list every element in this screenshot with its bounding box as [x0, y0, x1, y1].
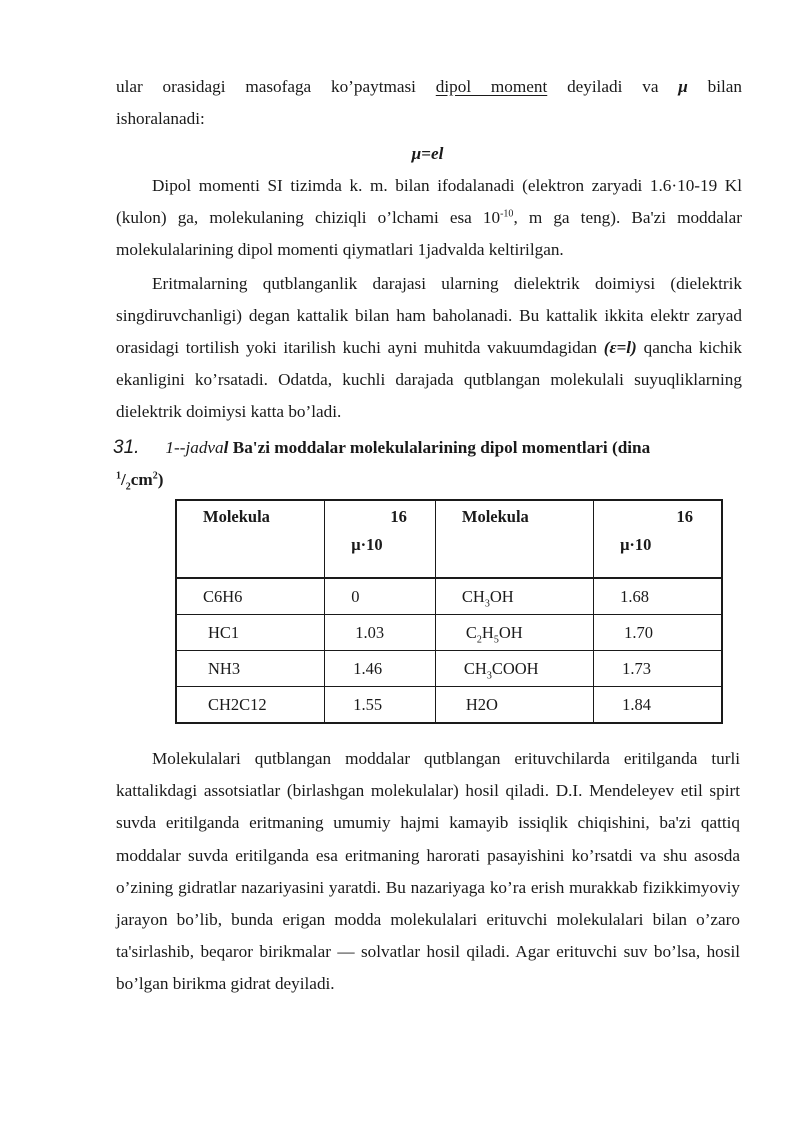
caption-number: 31.	[113, 437, 140, 458]
cell-molecule: CH2C12	[176, 687, 325, 724]
intro-text: ular orasidagi masofaga ko’paytmasi	[116, 77, 416, 96]
intro-line-2: ishoralanadi:	[116, 109, 205, 128]
cell-molecule: H2O	[435, 687, 593, 724]
cell-value: 1.68	[594, 578, 722, 615]
cell-value: 0	[325, 578, 436, 615]
unit-cm: cm	[130, 470, 153, 489]
header-molekula-2: Molekula	[435, 500, 593, 578]
cell-value: 1.73	[594, 651, 722, 687]
exponent: -10	[500, 208, 514, 220]
formula-sub: 2	[476, 633, 482, 645]
formula-sub: 3	[486, 669, 492, 681]
cell-value: 1.55	[325, 687, 436, 724]
caption-unit	[116, 466, 163, 494]
mu-symbol: μ	[678, 77, 688, 96]
formula-sub: 5	[493, 633, 499, 645]
unit-sub: 2	[125, 481, 131, 493]
para2-text-2: qancha kichik ekanligini ko’rsatadi. Odatda, kuchli darajada qutblangan molekulali suyuqliklarning dielektrik doimiysi katta bo’ladi.	[116, 338, 743, 421]
unit-sup-2: 2	[152, 470, 158, 482]
formula-part: H	[481, 622, 494, 642]
table-label-end: l	[223, 438, 229, 457]
header-mu-text-1: μ·10	[351, 535, 383, 554]
cell-molecule	[435, 651, 593, 687]
caption-title: Ba'zi moddalar molekulalarining dipol momentlari (dina	[232, 438, 651, 457]
table-row	[176, 687, 722, 724]
dipole-moment-table	[175, 499, 723, 724]
dipol-moment-term: dipol moment	[435, 77, 548, 96]
cell-molecule: C6H6	[176, 578, 325, 615]
unit-slash: /	[121, 470, 126, 489]
table-row	[176, 615, 722, 651]
cell-value: 1.70	[594, 615, 722, 651]
cell-molecule: HC1	[176, 615, 325, 651]
para2-text: Eritmalarning qutblanganlik darajasi ularning dielektrik doimiysi (dielektrik singdiruvchanligi) degan kattalik bilan ham baholanadi. Bu kattalik ikkita elektr zaryad orasidagi tortilish yoki itarilish kuchi ayni muhitda vakuumdagidan	[116, 274, 742, 357]
paragraph-dipole-units	[116, 170, 742, 266]
cell-molecule: NH3	[176, 651, 325, 687]
paragraph-dielectric	[116, 268, 742, 428]
table-caption	[113, 433, 753, 463]
unit-sup: 1	[116, 470, 121, 482]
formula-part: CH	[461, 586, 485, 606]
para1-text: Dipol momenti SI tizimda k. m. bilan ifodalanadi (elektron zaryadi 1.6·10-19 Kl (kulon) ga, molekulaning chiziqli o’lchami esa 10	[116, 176, 742, 227]
intro-text-3: bilan	[707, 77, 743, 96]
formula-part: COOH	[491, 658, 539, 678]
cell-molecule	[435, 615, 593, 651]
table-row	[176, 651, 722, 687]
table-row	[176, 578, 722, 615]
header-mu-text-2: μ·10	[620, 535, 652, 554]
epsilon-symbol: (ε=l)	[603, 338, 637, 357]
cell-molecule	[435, 578, 593, 615]
header-molekula-1: Molekula	[176, 500, 325, 578]
formula-part: CH	[463, 658, 487, 678]
unit-close: )	[157, 470, 164, 489]
para1-text-2: , m ga teng). Ba'zi moddalar molekulalarining dipol momenti qiymatlari 1jadvalda keltirilgan.	[116, 208, 743, 259]
header-mu-1	[325, 500, 436, 578]
cell-value: 1.46	[325, 651, 436, 687]
dipole-formula: μ=el	[411, 144, 444, 163]
intro-line-1	[116, 71, 742, 103]
formula-sub: 3	[484, 597, 490, 609]
header-exponent-2: 16	[676, 507, 693, 526]
intro-text-2: deyiladi va	[567, 77, 659, 96]
cell-value: 1.03	[325, 615, 436, 651]
table-label-text: 1--jadva	[165, 438, 224, 457]
header-exponent-1: 16	[390, 507, 407, 526]
formula-part: OH	[498, 622, 523, 642]
header-mu-2	[594, 500, 722, 578]
table-header-row	[176, 500, 722, 578]
cell-value: 1.84	[594, 687, 722, 724]
formula-part: C	[465, 622, 477, 642]
formula-part: OH	[489, 586, 514, 606]
paragraph-hydrates: Molekulalari qutblangan moddalar qutblangan erituvchilarda eritilganda turli kattalikdagi assotsiatlar (birlashgan molekulalar) hosil qiladi. D.I. Mendeleyev etil spirt suvda eritilganda eritmaning umumiy hajmi kamayib issiqlik chiqishini, ba'zi qattiq moddalar suvda eritilganda esa eritmaning harorati pasayishini ko’rsatdi va shu asosda o’zining gidratlar nazariyasini yaratdi. Bu nazariyaga ko’ra erish murakkab fizikkimyoviy jarayon bo’lib, bunda erigan modda molekulalari erituvchi molekulalari bilan o’zaro ta'sirlashib, beqaror birikmalar — solvatlar hosil qiladi. Agar erituvchi suv bo’lsa, hosil bo’lgan birikma gidrat deyiladi.	[116, 749, 740, 994]
table-label	[165, 438, 228, 457]
